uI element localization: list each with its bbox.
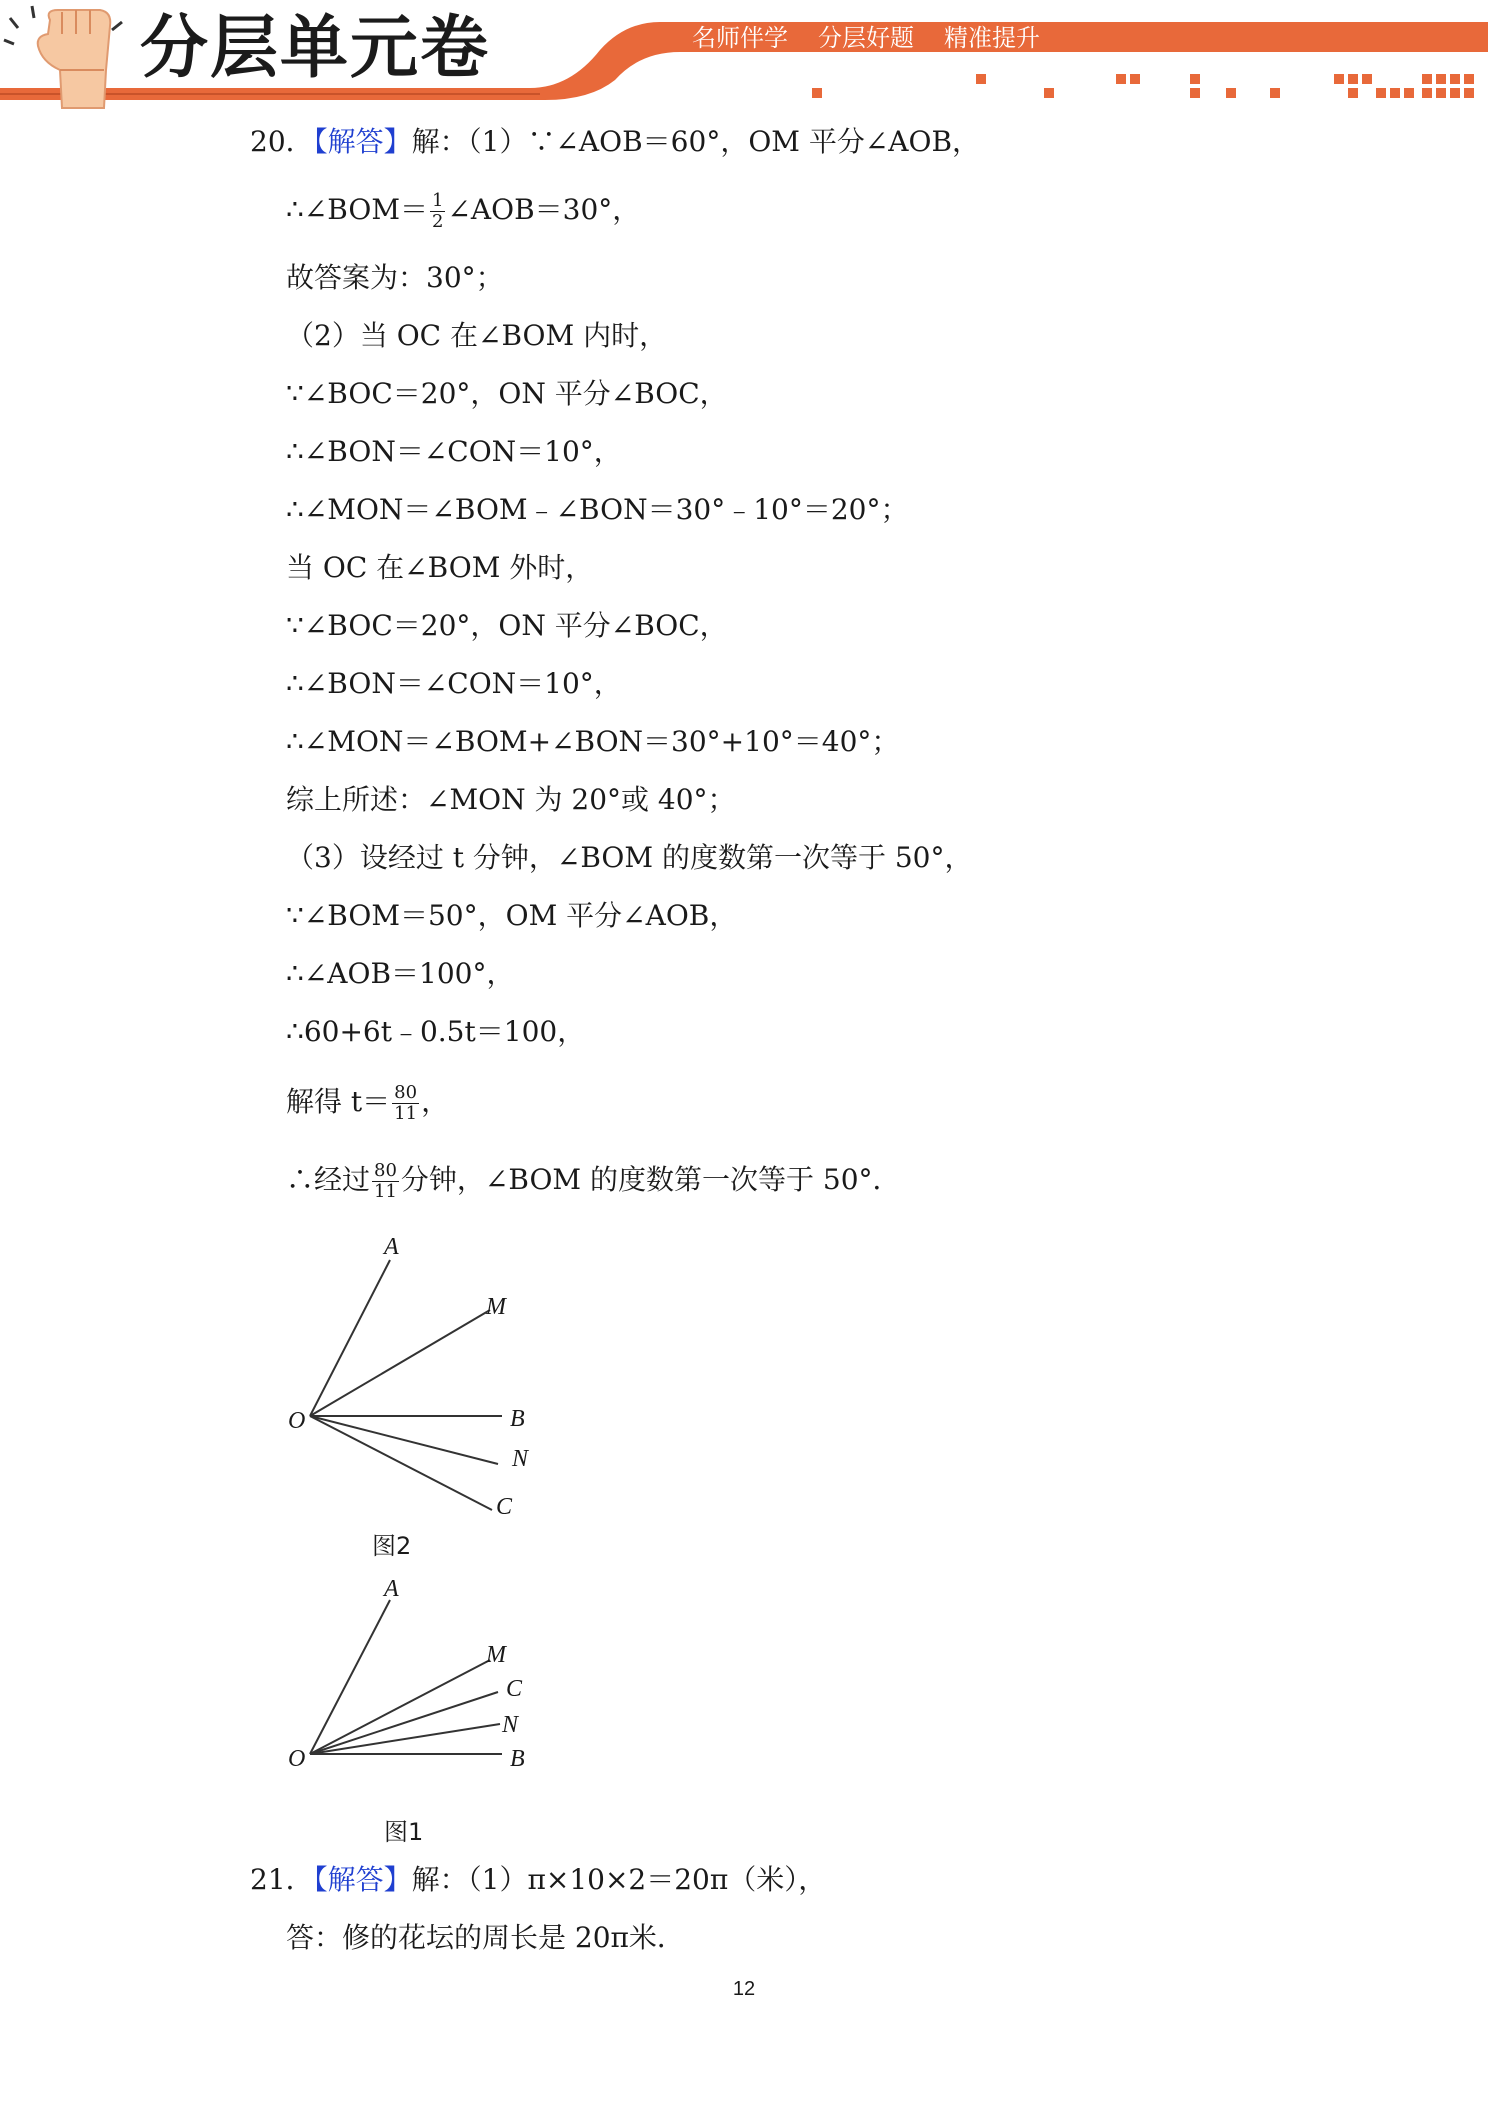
fraction-denominator: 11 — [394, 1103, 418, 1124]
point-label-a: A — [384, 1576, 399, 1602]
point-label-b: B — [510, 1746, 525, 1772]
q20-text-18b: 分钟，∠BOM 的度数第一次等于 50°． — [400, 1163, 901, 1196]
q20-line-5: ∵∠BOC＝20°，ON 平分∠BOC， — [286, 377, 728, 410]
point-label-c: C — [496, 1494, 513, 1520]
fraction-numerator: 80 — [394, 1082, 418, 1103]
fraction-80-11 — [372, 1161, 399, 1202]
q20-line-11: ∴∠MON＝∠BOM+∠BON＝30°+10°＝40°； — [286, 725, 900, 758]
point-label-m: M — [486, 1294, 506, 1320]
q20-line-7: ∴∠MON＝∠BOM﹣∠BON＝30°﹣10°＝20°； — [286, 493, 909, 526]
q20-text-17b: ， — [421, 1085, 450, 1118]
figure-2-caption: 图2 — [372, 1532, 412, 1560]
q20-line-14: ∵∠BOM＝50°，OM 平分∠AOB， — [286, 899, 738, 932]
header-slogan-1: 名师伴学 — [692, 24, 788, 52]
point-label-a: A — [384, 1234, 399, 1260]
q20-line-1 — [250, 122, 980, 162]
point-label-b: B — [510, 1406, 525, 1432]
q20-line-2 — [286, 190, 640, 232]
figure-1-diagram — [280, 1572, 560, 1772]
point-label-o: O — [288, 1408, 306, 1434]
q20-line-18 — [286, 1160, 901, 1202]
figure-2-diagram — [280, 1230, 560, 1530]
figure-1-caption: 图1 — [384, 1818, 424, 1846]
q20-text-1: 解：（1）∵∠AOB＝60°，OM 平分∠AOB， — [411, 125, 981, 158]
q21-number: 21． — [250, 1863, 314, 1896]
q21-line-1 — [250, 1860, 826, 1900]
q20-line-15: ∴∠AOB＝100°， — [286, 957, 515, 990]
point-label-n: N — [502, 1712, 519, 1738]
header-title: 分层单元卷 — [140, 9, 491, 88]
q20-line-3: 故答案为：30°； — [286, 261, 504, 294]
fraction-numerator: 80 — [374, 1160, 397, 1181]
q20-line-17 — [286, 1082, 449, 1124]
point-label-m: M — [486, 1642, 506, 1668]
fraction-denominator: 2 — [432, 211, 444, 232]
q21-text-1: 解：（1）π×10×2＝20π（米）， — [411, 1863, 827, 1896]
q20-text-2b: ∠AOB＝30°， — [447, 193, 641, 226]
q20-text-18a: ∴经过 — [286, 1163, 371, 1196]
q21-answer-tag: 【解答】 — [313, 1863, 412, 1896]
header-slogan-3: 精准提升 — [944, 24, 1040, 52]
q20-line-13: （3）设经过 t 分钟，∠BOM 的度数第一次等于 50°， — [286, 841, 973, 874]
q20-line-9: ∵∠BOC＝20°，ON 平分∠BOC， — [286, 609, 728, 642]
q20-line-4: （2）当 OC 在∠BOM 内时， — [286, 319, 668, 352]
page-number: 12 — [732, 1978, 756, 2000]
fraction-denominator: 11 — [374, 1181, 397, 1202]
fraction-half — [430, 191, 445, 232]
q20-answer-tag: 【解答】 — [313, 125, 412, 158]
q20-text-17a: 解得 t＝ — [286, 1085, 391, 1118]
fraction-numerator: 1 — [432, 190, 444, 211]
q20-number: 20． — [250, 125, 314, 158]
q20-line-10: ∴∠BON＝∠CON＝10°， — [286, 667, 622, 700]
q20-line-6: ∴∠BON＝∠CON＝10°， — [286, 435, 622, 468]
q20-text-2a: ∴∠BOM＝ — [286, 193, 428, 226]
fraction-80-11 — [392, 1083, 419, 1124]
page-header — [0, 0, 1488, 120]
q20-line-12: 综上所述：∠MON 为 20°或 40°； — [286, 783, 736, 816]
q20-line-16: ∴60+6t﹣0.5t＝100， — [286, 1015, 586, 1048]
point-label-o: O — [288, 1746, 306, 1772]
q20-line-8: 当 OC 在∠BOM 外时， — [286, 551, 594, 584]
header-slogan-2: 分层好题 — [818, 24, 914, 52]
point-label-n: N — [512, 1446, 529, 1472]
q21-line-2: 答：修的花坛的周长是 20π米． — [286, 1921, 685, 1954]
point-label-c: C — [506, 1676, 523, 1702]
